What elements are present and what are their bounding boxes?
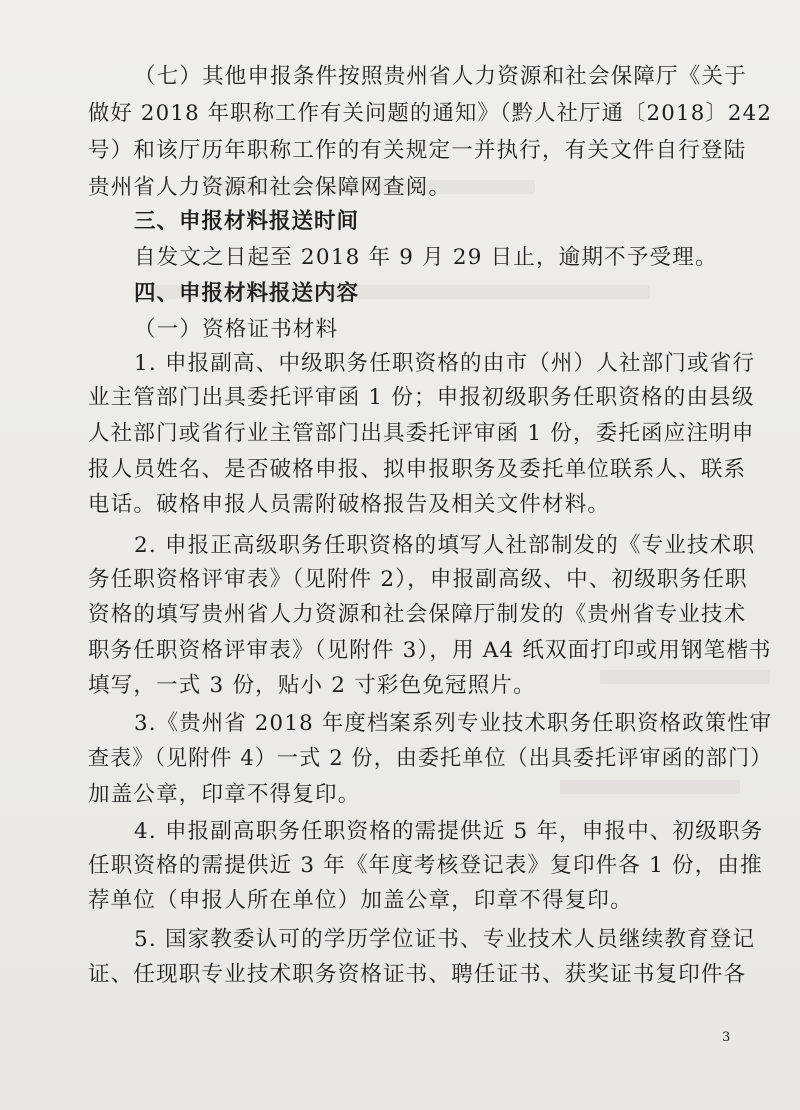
paragraph-line: 4. 申报副高职务任职资格的需提供近 5 年，申报中、初级职务 bbox=[134, 819, 764, 844]
paragraph-line: 电话。破格申报人员需附破格报告及相关文件材料。 bbox=[88, 492, 611, 517]
paragraph-line: 查表》（见附件 4）一式 2 份，由委托单位（出具委托评审函的部门） bbox=[88, 746, 773, 771]
paragraph-line: （七）其他申报条件按照贵州省人力资源和社会保障厅《关于 bbox=[134, 64, 747, 89]
paragraph-line: 3.《贵州省 2018 年度档案系列专业技术职务任职资格政策性审 bbox=[134, 711, 773, 736]
paragraph-line: 报人员姓名、是否破格申报、拟申报职务及委托单位联系人、联系 bbox=[88, 457, 747, 482]
paragraph-line: 做好 2018 年职称工作有关问题的通知》（黔人社厅通〔2018〕242 bbox=[88, 101, 773, 126]
section-heading: 三、申报材料报送时间 bbox=[134, 209, 360, 234]
paragraph-line: 自发文之日起至 2018 年 9 月 29 日止，逾期不予受理。 bbox=[134, 245, 718, 270]
paragraph-line: 人社部门或省行业主管部门出具委托评审函 1 份，委托函应注明申 bbox=[88, 421, 755, 446]
paragraph-line: 职务任职资格评审表》（见附件 3），用 A4 纸双面打印或用钢笔楷书 bbox=[88, 638, 772, 663]
paragraph-line: 资格的填写贵州省人力资源和社会保障厅制发的《贵州省专业技术 bbox=[88, 602, 747, 627]
paragraph-line: 号）和该厅历年职称工作的有关规定一并执行，有关文件自行登陆 bbox=[88, 138, 747, 163]
paragraph-line: 5. 国家教委认可的学历学位证书、专业技术人员继续教育登记 bbox=[134, 927, 756, 952]
paragraph-line: 务任职资格评审表》（见附件 2），申报副高级、中、初级职务任职 bbox=[88, 567, 748, 592]
bleed-mark bbox=[600, 670, 770, 684]
paragraph-line: 1. 申报副高、中级职务任职资格的由市（州）人社部门或省行 bbox=[134, 351, 756, 376]
paragraph-line: 荐单位（申报人所在单位）加盖公章，印章不得复印。 bbox=[88, 888, 633, 913]
page-number: 3 bbox=[722, 1030, 731, 1045]
paragraph-line: 业主管部门出具委托评审函 1 份；申报初级职务任职资格的由县级 bbox=[88, 385, 755, 410]
section-heading: 四、申报材料报送内容 bbox=[134, 281, 360, 306]
paragraph-line: 贵州省人力资源和社会保障网查阅。 bbox=[88, 175, 452, 200]
paragraph-line: 加盖公章，印章不得复印。 bbox=[88, 782, 361, 807]
paragraph-line: 填写，一式 3 份，贴小 2 寸彩色免冠照片。 bbox=[88, 673, 536, 698]
subsection-heading: （一）资格证书材料 bbox=[134, 317, 339, 342]
bleed-mark bbox=[560, 780, 740, 794]
paragraph-line: 2. 申报正高级职务任职资格的填写人社部制发的《专业技术职 bbox=[134, 533, 756, 558]
paragraph-line: 证、任现职专业技术职务资格证书、聘任证书、获奖证书复印件各 bbox=[88, 962, 747, 987]
paragraph-line: 任职资格的需提供近 3 年《年度考核登记表》复印件各 1 份，由推 bbox=[88, 853, 763, 878]
